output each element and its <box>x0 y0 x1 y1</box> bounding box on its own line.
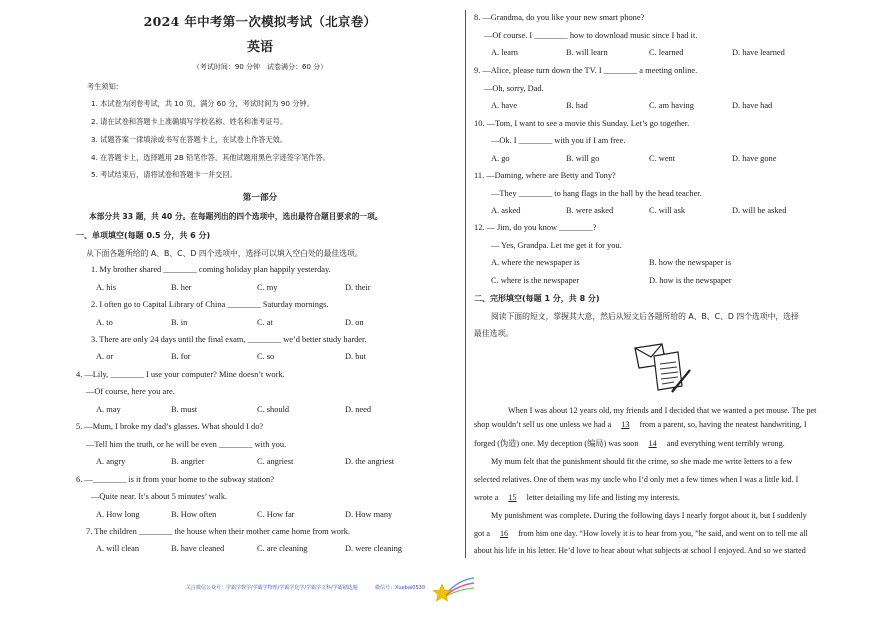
option-a[interactable]: A. may <box>96 405 121 414</box>
letter-envelope-icon <box>632 342 694 398</box>
question-stem: 5. —Mum, I broke my dad’s glasses. What should I do? <box>76 422 264 431</box>
passage-text: got a <box>474 529 492 538</box>
passage-text: and everything went terribly wrong. <box>664 439 785 448</box>
blank-16[interactable]: 16 <box>499 529 509 538</box>
question-stem-reply: —Quite near. It’s about 5 minutes’ walk. <box>91 492 228 501</box>
question-stem: 2. I often go to Capital Library of China ________ Saturday mornings. <box>91 300 329 309</box>
option-c[interactable]: C. so <box>257 352 275 361</box>
option-c[interactable]: C. am having <box>649 101 694 110</box>
option-a[interactable]: A. asked <box>491 206 521 215</box>
option-b[interactable]: B. angrier <box>171 457 205 466</box>
option-c[interactable]: C. are cleaning <box>257 544 308 553</box>
option-a[interactable]: A. to <box>96 318 113 327</box>
option-c[interactable]: C. learned <box>649 48 684 57</box>
question-stem: 9. —Alice, please turn down the TV. I ________ a meeting online. <box>474 66 698 75</box>
option-b[interactable]: B. how the newspaper is <box>649 258 732 267</box>
section2-title: 二、完形填空(每题 1 分，共 8 分) <box>474 294 600 303</box>
option-c[interactable]: C. How far <box>257 510 295 519</box>
passage-line <box>474 493 680 502</box>
passage-line <box>474 438 785 449</box>
question-stem-reply: —Ok. I ________ with you if I am free. <box>491 136 626 145</box>
passage-line: My punishment was complete. During the following days I nearly forgot about it, but I suddenly <box>491 511 807 520</box>
option-d[interactable]: D. their <box>345 283 371 292</box>
part1-heading: 第一部分 <box>242 193 278 203</box>
option-c[interactable]: C. where is the newspaper <box>491 276 580 285</box>
option-b[interactable]: B. must <box>171 405 198 414</box>
notice-item: 3. 试题答案一律填涂或书写在答题卡上，在试卷上作答无效。 <box>91 135 288 144</box>
option-a[interactable]: A. where the newspaper is <box>491 258 580 267</box>
option-b[interactable]: B. her <box>171 283 192 292</box>
option-d[interactable]: D. on <box>345 318 364 327</box>
option-b[interactable]: B. will learn <box>566 48 608 57</box>
passage-paragraph <box>491 402 849 420</box>
passage-text: shop wouldn’t sell us one unless we had a <box>474 420 614 429</box>
question-stem: 12. — Jim, do you know ________? <box>474 223 597 232</box>
subject-title: 英语 <box>246 40 273 55</box>
option-c[interactable]: C. angriest <box>257 457 294 466</box>
option-b[interactable]: B. have cleaned <box>171 544 225 553</box>
option-a[interactable]: A. or <box>96 352 114 361</box>
passage-line <box>474 420 807 429</box>
option-d[interactable]: D. but <box>345 352 366 361</box>
left-column <box>62 0 458 633</box>
footer-id: 微信号：Xuebai0530 <box>375 585 426 591</box>
option-d[interactable]: D. have had <box>732 101 773 110</box>
option-b[interactable]: B. How often <box>171 510 217 519</box>
question-stem: 7. The children ________ the house when their mother came home from work. <box>86 527 351 536</box>
option-c[interactable]: C. will ask <box>649 206 686 215</box>
passage-line <box>474 529 808 538</box>
question-stem: 10. —Tom, I want to see a movie this Sunday. Let’s go together. <box>474 119 690 128</box>
passage-line: When I was about 12 years old, my friends and I decided that we wanted a pet mouse. The pet <box>508 406 817 415</box>
question-stem-reply: — Yes, Grandpa. Let me get it for you. <box>491 241 622 250</box>
section2-instruction: 阅读下面的短文，掌握其大意，然后从短文后各题所给的 A、B、C、D 四个选项中，选择 <box>491 312 799 321</box>
question-stem-reply: —Tell him the truth, or he will be even ________ with you. <box>86 440 287 449</box>
option-d[interactable]: D. How many <box>345 510 393 519</box>
option-a[interactable]: A. his <box>96 283 117 292</box>
passage-line: about his life in his letter. He’d love to hear about what subjects at school I enjoyed. And so we started <box>474 546 806 555</box>
star-logo-icon <box>432 574 476 602</box>
option-d[interactable]: D. the angriest <box>345 457 395 466</box>
question-stem: 1. My brother shared ________ coming holiday plan happily yesterday. <box>91 265 331 274</box>
section1-instruction: 从下面各题所给的 A、B、C、D 四个选项中，选择可以填入空白处的最佳选项。 <box>86 249 363 258</box>
section1-title: 一、单项填空(每题 0.5 分，共 6 分) <box>76 231 211 240</box>
option-d[interactable]: D. were cleaning <box>345 544 402 553</box>
option-c[interactable]: C. should <box>257 405 290 414</box>
question-stem: 8. —Grandma, do you like your new smart phone? <box>474 13 645 22</box>
exam-info: （考试时间：90 分钟 试卷满分：60 分） <box>192 63 328 71</box>
option-a[interactable]: A. have <box>491 101 518 110</box>
notice-heading: 考生须知： <box>87 82 123 91</box>
passage-line: My mum felt that the punishment should fit the crime, so she made me write letters to a few <box>491 457 793 466</box>
exam-title: 2024 年中考第一次模拟考试（北京卷） <box>143 14 377 29</box>
option-a[interactable]: A. angry <box>96 457 126 466</box>
blank-15[interactable]: 15 <box>508 493 517 502</box>
option-a[interactable]: A. How long <box>96 510 140 519</box>
passage-line: selected relatives. One of them was my uncle who I’d only met a few times when I was a little kid. I <box>474 475 799 484</box>
question-stem-reply: —Of course. I ________ how to download music since I had it. <box>484 31 698 40</box>
question-stem: 4. —Lily, ________ I use your computer? Mine doesn’t work. <box>76 370 285 379</box>
question-stem-reply: —Of course, here you are. <box>86 387 175 396</box>
notice-item: 4. 在答题卡上，选择题用 2B 铅笔作答，其他试题用黑色字迹签字笔作答。 <box>91 153 330 162</box>
option-d[interactable]: D. have gone <box>732 154 777 163</box>
option-c[interactable]: C. went <box>649 154 676 163</box>
question-stem: 11. —Daming, where are Betty and Tony? <box>474 171 616 180</box>
option-d[interactable]: D. will be asked <box>732 206 787 215</box>
option-b[interactable]: B. in <box>171 318 188 327</box>
option-d[interactable]: D. have learned <box>732 48 785 57</box>
notice-item: 5. 考试结束后，请将试卷和答题卡一并交回。 <box>91 170 237 179</box>
option-d[interactable]: D. need <box>345 405 372 414</box>
part1-intro: 本部分共 33 题，共 40 分。在每题列出的四个选项中，选出最符合题目要求的一项。 <box>89 212 383 221</box>
passage-text: from him one day. “How lovely it is to hear from you, ”he said, and went on to tell me all <box>516 529 808 538</box>
passage-text: wrote a <box>474 493 501 502</box>
passage-text: forged (伪造) one. My deception (编局) was soon <box>474 439 641 448</box>
option-a[interactable]: A. learn <box>491 48 518 57</box>
option-c[interactable]: C. at <box>257 318 273 327</box>
question-stem-reply: —Oh, sorry, Dad. <box>484 84 544 93</box>
option-b[interactable]: B. for <box>171 352 191 361</box>
passage-text: from a parent, so, having the neatest handwriting, I <box>637 420 807 429</box>
blank-13[interactable]: 13 <box>621 420 630 429</box>
blank-14[interactable]: 14 <box>648 439 657 448</box>
option-a[interactable]: A. go <box>491 154 510 163</box>
question-stem-reply: —They ________ to hang flags in the hall by the head teacher. <box>491 189 702 198</box>
question-stem: 3. There are only 24 days until the final exam, ________ we’d better study harder. <box>91 335 367 344</box>
section2-instruction-cont: 最佳选项。 <box>474 329 513 338</box>
option-d[interactable]: D. how is the newspaper <box>649 276 732 285</box>
notice-item: 2. 请在试卷和答题卡上准确填写学校名称、姓名和准考证号。 <box>91 117 288 126</box>
question-stem: 6. —________ is it from your home to the subway station? <box>76 475 274 484</box>
right-column <box>474 0 852 633</box>
column-divider <box>465 10 466 558</box>
option-a[interactable]: A. will clean <box>96 544 140 553</box>
option-b[interactable]: B. will go <box>566 154 600 163</box>
notice-item: 1. 本试卷为闭卷考试，共 10 页，满分 60 分，考试时间为 90 分钟。 <box>91 99 314 108</box>
passage-text: letter detailing my life and listing my interests. <box>524 493 680 502</box>
option-c[interactable]: C. my <box>257 283 278 292</box>
option-b[interactable]: B. were asked <box>566 206 614 215</box>
option-b[interactable]: B. had <box>566 101 588 110</box>
footer-wechat: 关注微信公众号：学霸学数学/学霸学物理/学霸学化学/学霸学文科/学霸刷选题 <box>186 585 358 591</box>
